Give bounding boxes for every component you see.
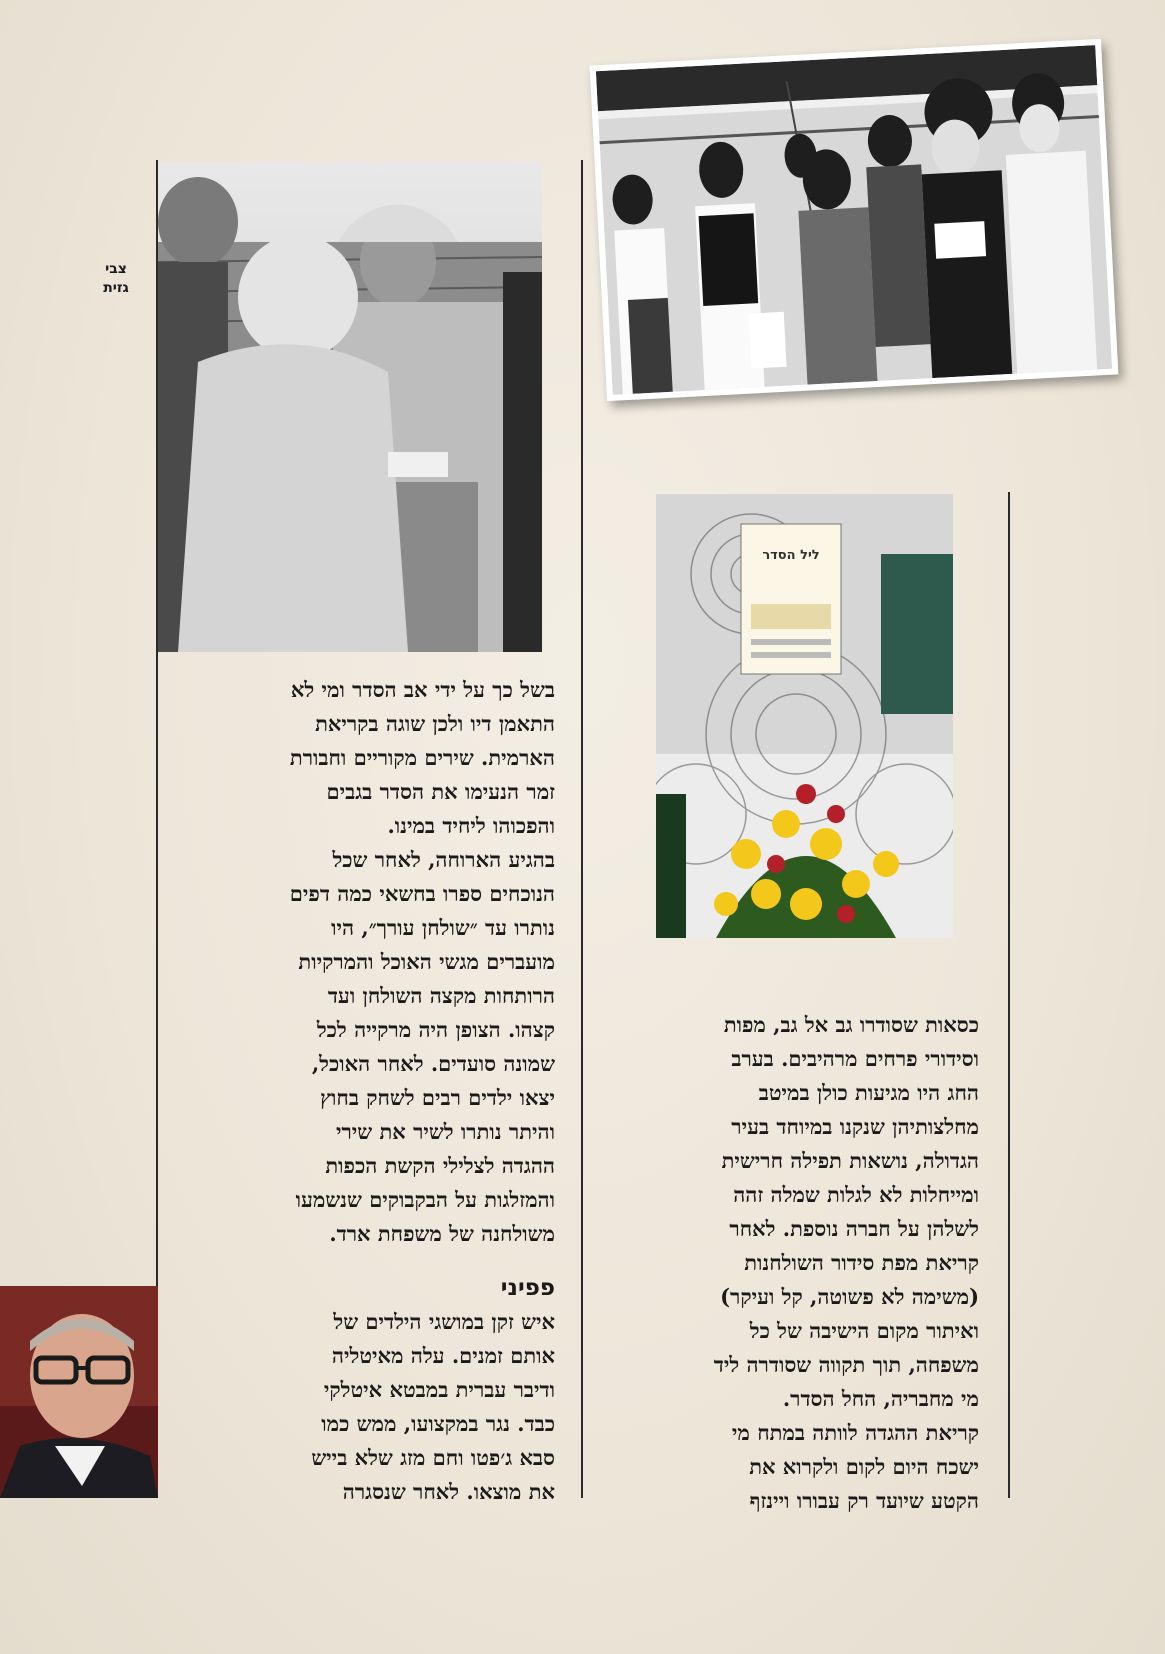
text-line: זמר הנעימו את הסדר בגבים xyxy=(326,779,555,804)
text-line: הארמית. שירים מקוריים וחבורת xyxy=(289,745,555,770)
text-line: הגדולה, נושאות תפילה חרישית xyxy=(721,1148,979,1173)
text-line: החג היו מגיעות כולן במיטב xyxy=(758,1080,979,1105)
text-line: אותם זמנים. עלה מאיטליה xyxy=(331,1343,555,1368)
text-line: הנוכחים ספרו בחשאי כמה דפים xyxy=(289,881,555,906)
text-line: שמונה סועדים. לאחר האוכל, xyxy=(311,1051,555,1076)
text-line: הרותחות מקצה השולחן ועד xyxy=(327,983,555,1008)
choir-singers-photo xyxy=(590,39,1119,401)
text-line: בהגיע הארוחה, לאחר שכל xyxy=(332,847,555,872)
text-line: וסידורי פרחים מרהיבים. בערב xyxy=(731,1046,979,1071)
text-line: משפחה, תוך תקווה שסודרה ליד xyxy=(713,1352,979,1377)
column-divider-right xyxy=(1008,492,1010,1498)
text-line: מחלצותיהן שנקנו במיוחד בעיר xyxy=(731,1114,979,1139)
left-text-column xyxy=(155,673,555,1509)
text-line: את מוצאו. לאחר שנסגרה xyxy=(342,1479,555,1504)
text-line: מועברים מגשי האוכל והמרקיות xyxy=(298,949,555,974)
caption-first-name: צבי xyxy=(105,261,127,277)
text-line: ודיבר עברית במבטא איטלקי xyxy=(323,1377,555,1402)
section-heading: פפיני xyxy=(500,1275,555,1301)
text-line: ואיתור מקום הישיבה של כל xyxy=(749,1318,979,1343)
text-line: לשלהן על חברה נוספת. לאחר xyxy=(729,1216,979,1241)
photo-caption xyxy=(96,260,136,298)
text-line: ההגדה לצלילי הקשת הכפות xyxy=(325,1153,555,1178)
text-line: והפכוהו ליחיד במינו. xyxy=(387,813,555,838)
text-line: ישכח היום לקום ולקרוא את xyxy=(749,1454,979,1479)
text-line: איש זקן במושגי הילדים של xyxy=(333,1309,555,1334)
two-men-field-photo xyxy=(158,162,542,652)
text-line: יצאו ילדים רבים לשחק בחוץ xyxy=(320,1085,555,1110)
text-line: קריאת ההגדה לוותה במתח מי xyxy=(731,1420,979,1445)
text-line: והיתר נותרו לשיר את שירי xyxy=(335,1119,555,1144)
text-line: הקטע שיועד רק עבורו ויינזף xyxy=(749,1488,979,1513)
man-portrait-photo xyxy=(0,1286,158,1498)
caption-last-name: גזית xyxy=(103,280,129,296)
text-line: בשל כך על ידי אב הסדר ומי לא xyxy=(290,677,555,702)
text-line: קריאת מפת סידור השולחנות xyxy=(744,1250,979,1275)
text-line: (משימה לא פשוטה, קל ועיקר) xyxy=(720,1284,979,1309)
text-line: משולחנה של משפחת ארד. xyxy=(329,1221,555,1246)
text-line: מי מחבריה, החל הסדר. xyxy=(782,1386,979,1411)
text-line: קצהו. הצופן היה מרקייה לכל xyxy=(316,1017,555,1042)
text-line: כסאות שסודרו גב אל גב, מפות xyxy=(723,1012,979,1037)
text-line: סבא ג׳פטו וחם מזג שלא בייש xyxy=(311,1445,555,1470)
text-line: והמזלגות על הבקבוקים שנשמעו xyxy=(295,1187,555,1212)
right-text-column xyxy=(579,1008,979,1518)
text-line: נותרו עד ״שולחן עורך״, היו xyxy=(331,915,555,940)
text-line: התאמן דיו ולכן שוגה בקריאת xyxy=(315,711,555,736)
sign-title: ליל הסדר xyxy=(762,548,820,563)
text-line: ומייחלות לא לגלות שמלה זהה xyxy=(733,1182,979,1207)
text-line: כבד. נגר במקצועו, ממש כמו xyxy=(321,1411,555,1436)
seder-sign-flowers-photo xyxy=(656,494,953,938)
